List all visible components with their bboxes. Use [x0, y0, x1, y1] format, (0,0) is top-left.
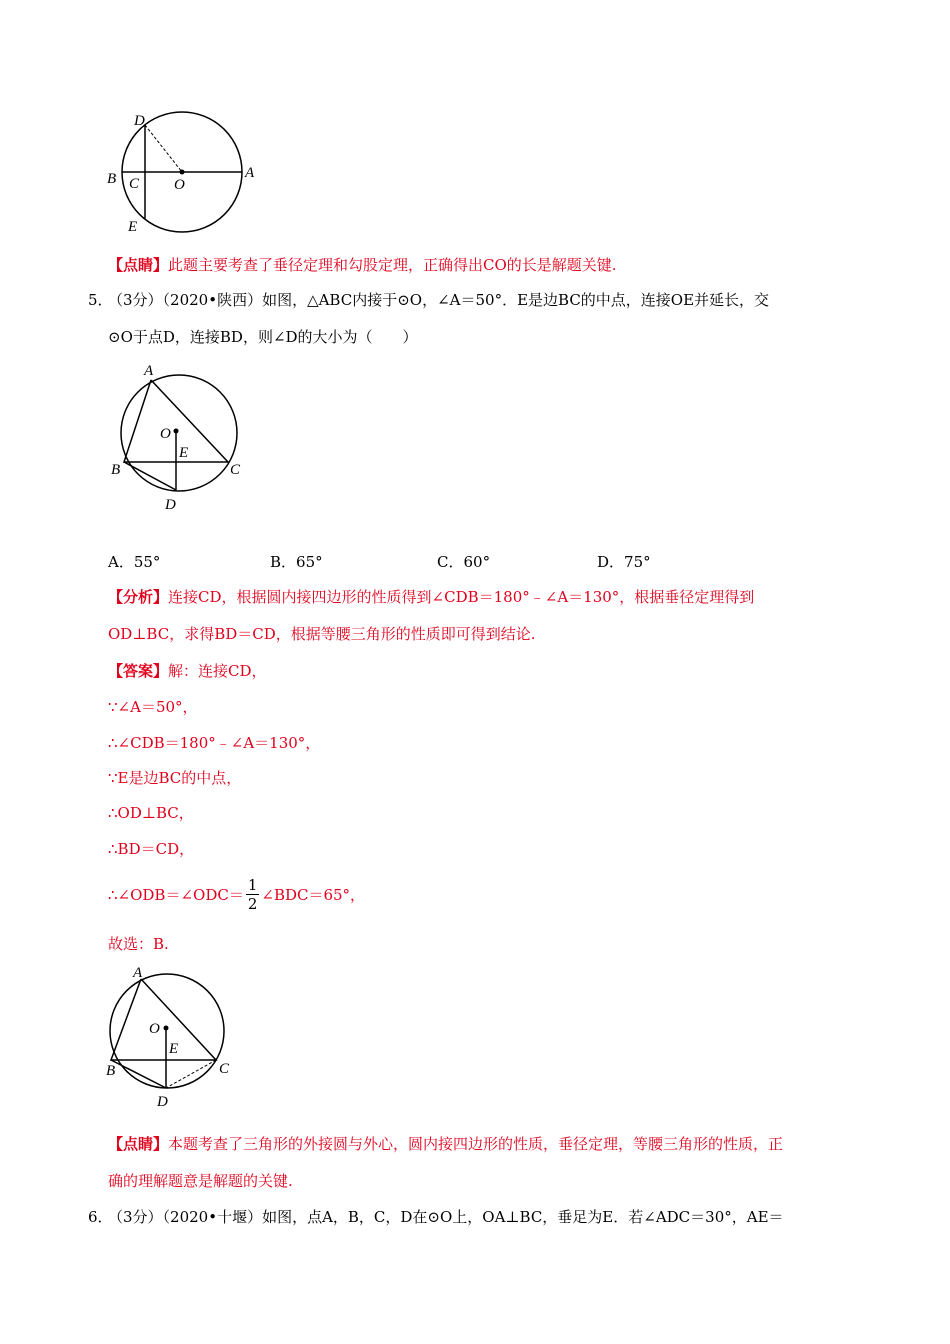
comment-1-tag: 【点睛】 — [108, 256, 169, 274]
q5-sol-bd — [111, 1060, 166, 1088]
q5-step-3: ∵E是边BC的中点， — [108, 769, 242, 787]
q5-analysis-line2: OD⊥BC，求得BD＝CD，根据等腰三角形的性质即可得到结论. — [108, 625, 536, 643]
q5-fig-label-o: O — [160, 426, 171, 442]
q5-fig-circle — [121, 375, 237, 491]
fig1-label-o: O — [174, 177, 185, 193]
q5-stem-line1: （3分）（2020•陕西）如图，△ABC内接于⊙O，∠A＝50°．E是边BC的中点，连接OE并延长，交 — [108, 291, 770, 309]
q5-fig-label-a: A — [144, 363, 154, 379]
fig1-label-c: C — [129, 176, 140, 192]
comment-1 — [108, 255, 617, 275]
q5-stem-line2: ⊙O于点D，连接BD，则∠D的大小为（ ） — [108, 328, 418, 346]
q5-comment-line1 — [108, 1134, 783, 1154]
q5-option-a[interactable]: A．55° — [108, 553, 161, 571]
q6-stem-line1: （3分）（2020•十堰）如图，点A，B，C，D在⊙O上，OA⊥BC，垂足为E．若∠ADC＝30°，AE＝ — [108, 1208, 784, 1226]
q5-sol-label-c: C — [219, 1061, 230, 1077]
fig1-label-b: B — [107, 171, 117, 187]
q5-answer-tag: 【答案】 — [108, 662, 169, 680]
fig1-label-a: A — [245, 165, 255, 181]
q5-sol-label-a: A — [133, 965, 143, 981]
q5-option-c[interactable]: C．60° — [437, 553, 491, 571]
q5-sol-label-e: E — [169, 1041, 179, 1057]
q5-number: 5． — [88, 291, 113, 309]
q5-frac-num: 1 — [247, 875, 258, 894]
q5-fig-label-b: B — [111, 462, 121, 478]
q5-sol-circle — [110, 974, 224, 1088]
q5-step-4: ∴OD⊥BC， — [108, 804, 194, 822]
q5-comment-text1: 本题考查了三角形的外接圆与外心，圆内接四边形的性质，垂径定理，等腰三角形的性质，正 — [168, 1135, 784, 1153]
q5-comment-tag: 【点睛】 — [108, 1135, 169, 1153]
q5-sol-dashed-cd — [166, 1060, 216, 1088]
q5-step-6-left: ∴∠ODB＝∠ODC＝ — [108, 886, 244, 904]
q5-choice: 故选：B. — [108, 935, 169, 953]
q5-sol-label-o: O — [149, 1021, 160, 1037]
q5-comment-line2: 确的理解题意是解题的关键. — [108, 1172, 293, 1190]
q5-fig-center-dot — [174, 429, 179, 434]
q5-answer-line — [108, 661, 267, 681]
q5-fraction — [246, 876, 260, 913]
figure-1 — [100, 105, 270, 240]
fig1-label-e: E — [128, 219, 138, 235]
q5-answer-first: 解：连接CD， — [168, 662, 267, 680]
q5-sol-label-b: B — [106, 1063, 116, 1079]
fig1-label-d: D — [134, 113, 145, 129]
comment-1-text: 此题主要考查了垂径定理和勾股定理，正确得出CO的长是解题关键. — [168, 256, 617, 274]
q5-analysis-line1 — [108, 587, 754, 607]
q5-sol-center-dot — [164, 1026, 169, 1031]
q5-sol-label-d: D — [157, 1094, 168, 1110]
q5-solution-figure — [100, 962, 250, 1112]
q5-step-6-right: ∠BDC＝65°， — [261, 886, 366, 904]
q5-analysis-tag: 【分析】 — [108, 588, 169, 606]
q5-step-2: ∴∠CDB＝180°﹣∠A＝130°， — [108, 734, 321, 752]
q5-option-d[interactable]: D．75° — [597, 553, 651, 571]
q5-fig-label-d: D — [165, 497, 176, 513]
fig1-center-dot — [180, 170, 185, 175]
q5-step-6 — [108, 876, 365, 915]
q5-fig-label-c: C — [230, 462, 241, 478]
q5-step-1: ∵∠A＝50°， — [108, 698, 198, 716]
q5-analysis-text1: 连接CD，根据圆内接四边形的性质得到∠CDB＝180°﹣∠A＝130°，根据垂径定理得到 — [168, 588, 755, 606]
q5-option-b[interactable]: B．65° — [270, 553, 323, 571]
q5-fig-bd — [124, 462, 176, 490]
fig1-dashed-do — [145, 125, 182, 172]
q5-figure — [105, 360, 255, 515]
q5-step-5: ∴BD＝CD， — [108, 840, 195, 858]
q6-number: 6． — [88, 1208, 113, 1226]
q5-fig-label-e: E — [179, 445, 189, 461]
q5-frac-den: 2 — [247, 894, 258, 913]
